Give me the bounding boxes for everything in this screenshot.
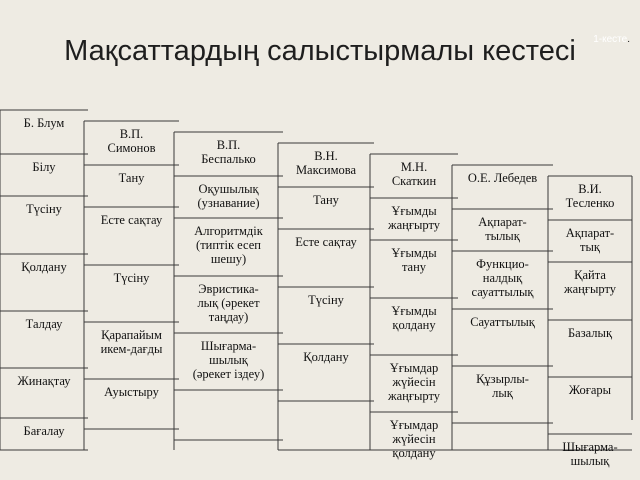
- table-cell: Қарапайым икем-дағды: [100, 328, 163, 356]
- table-cell: Түсіну: [308, 293, 344, 307]
- column-header: В.И. Тесленко: [565, 182, 615, 210]
- column-header: О.Е. Лебедев: [467, 171, 538, 185]
- table-cell: Бағалау: [23, 424, 65, 438]
- table-cell: Ұғымды қолдану: [391, 304, 437, 332]
- slide-title: Мақсаттардың салыстырмалы кестесі: [64, 35, 576, 67]
- table-cell: Жоғары: [568, 383, 612, 397]
- table-cell: Есте сақтау: [100, 213, 163, 227]
- column-header: В.П. Симонов: [107, 127, 156, 155]
- table-cell: Ұғымдар жүйесін қолдану: [389, 418, 439, 460]
- column-header: Б. Блум: [23, 116, 65, 130]
- table-cell: Тану: [118, 171, 145, 185]
- column-header: В.П. Беспалько: [201, 138, 256, 166]
- table-cell: Ақпарат- тылық: [478, 215, 527, 243]
- table-cell: Ұғымдар жүйесін жаңғырту: [387, 361, 441, 403]
- column-header: М.Н. Скаткин: [391, 160, 437, 188]
- table-cell: Базалық: [567, 326, 613, 340]
- slide-number: 1-кесте.: [593, 34, 630, 45]
- table-cell: Ұғымды жаңғырту: [387, 204, 441, 232]
- slide-number-text: 1-кесте: [593, 34, 628, 45]
- table-cell: Шығарма- шылық (әрекет іздеу): [192, 339, 265, 381]
- table-cell: Қайта жаңғырту: [563, 268, 617, 296]
- table-cell: Эвристика- лық (әрекет таңдау): [197, 282, 260, 324]
- table-cell: Шығарма- шылық: [562, 440, 618, 468]
- table-cell: Білу: [32, 160, 56, 174]
- table-cell: Оқушылық (узнавание): [197, 182, 260, 210]
- table-cell: Қолдану: [21, 260, 67, 274]
- table-cell: Түсіну: [113, 271, 150, 285]
- table-cell: Тану: [313, 193, 339, 207]
- table-cell: Сауаттылық: [470, 315, 535, 329]
- table-cell: Алгоритмдік (типтік есеп шешу): [194, 224, 263, 266]
- table-cell: Құзырлы- лық: [476, 372, 529, 400]
- table-cell: Түсіну: [26, 202, 62, 216]
- table-cell: Ауыстыру: [104, 385, 159, 399]
- table-cell: Қолдану: [303, 350, 349, 364]
- table-cell: Ұғымды тану: [391, 246, 437, 274]
- table-cell: Жинақтау: [17, 374, 71, 388]
- table-cell: Талдау: [25, 317, 63, 331]
- table-cell: Есте сақтау: [295, 235, 357, 249]
- table-cell: Функцио- налдық сауаттылық: [471, 257, 534, 299]
- column-header: В.Н. Максимова: [295, 149, 357, 177]
- table-cell: Ақпарат- тық: [565, 226, 615, 254]
